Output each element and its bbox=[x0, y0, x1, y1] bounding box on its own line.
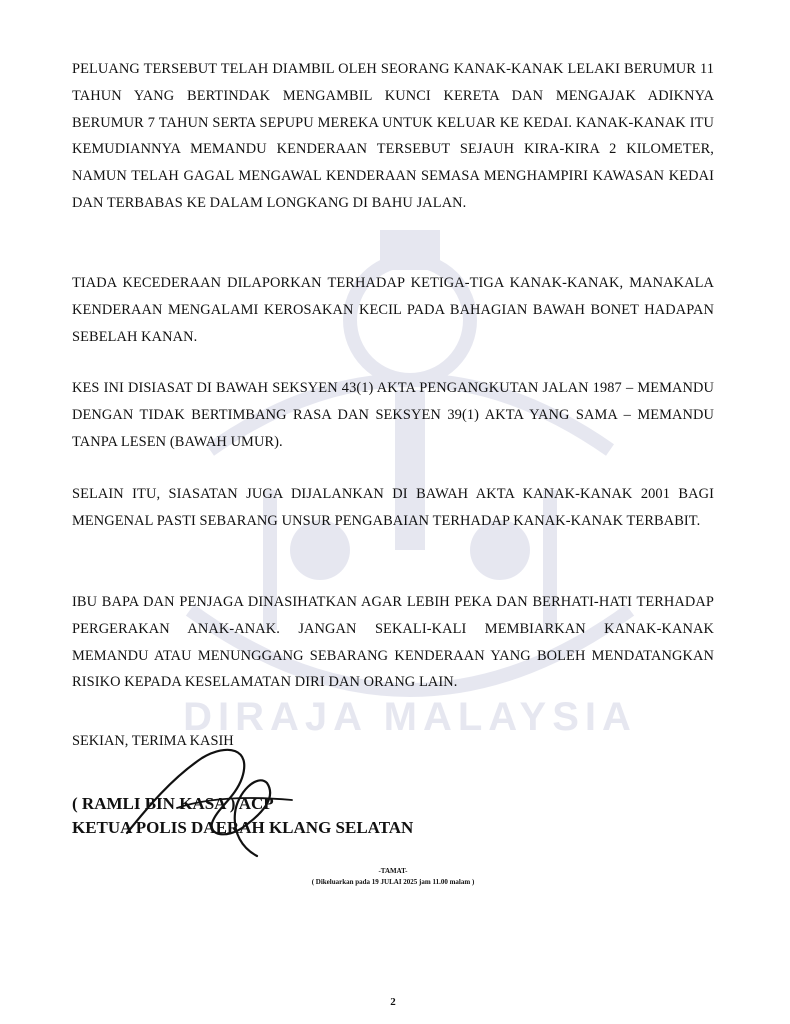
paragraph-advice: IBU BAPA DAN PENJAGA DINASIHATKAN AGAR LEBIH PEKA DAN BERHATI-HATI TERHADAP PERGERAKAN ANAK-ANAK. JANGAN SEKALI-KALI MEMBIARKAN KANAK-KANAK MEMANDU ATAU MENUNGGANG SEBARANG KENDERAAN YANG BOLEH MENDATANGKAN RISIKO KEPADA KESELAMATAN DIRI DAN ORANG LAIN. bbox=[72, 594, 714, 691]
paragraph-charges: KES INI DISIASAT DI BAWAH SEKSYEN 43(1) AKTA PENGANGKUTAN JALAN 1987 – MEMANDU DENGAN TIDAK BERTIMBANG RASA DAN SEKSYEN 39(1) AKTA YANG SAMA – MEMANDU TANPA LESEN (BAWAH UMUR). bbox=[72, 380, 714, 450]
release-timestamp: ( Dikeluarkan pada 19 JULAI 2025 jam 11.00 malam ) bbox=[311, 878, 475, 886]
paragraph-injuries: TIADA KECEDERAAN DILAPORKAN TERHADAP KETIGA-TIGA KANAK-KANAK, MANAKALA KENDERAAN MENGALAMI KEROSAKAN KECIL PADA BAHAGIAN BAWAH BONET HADAPAN SEBELAH KANAN. bbox=[72, 275, 714, 345]
closing-text: SEKIAN, TERIMA KASIH bbox=[72, 733, 234, 749]
end-mark: -TAMAT- bbox=[378, 867, 408, 875]
signatory-title: KETUA POLIS DAERAH KLANG SELATAN bbox=[72, 818, 414, 837]
page-number: 2 bbox=[390, 996, 396, 1008]
watermark-text: DIRAJA MALAYSIA bbox=[183, 695, 637, 739]
paragraph-investigation: SELAIN ITU, SIASATAN JUGA DIJALANKAN DI BAWAH AKTA KANAK-KANAK 2001 BAGI MENGENAL PASTI SEBARANG UNSUR PENGABAIAN TERHADAP KANAK-KANAK TERBABIT. bbox=[72, 486, 714, 529]
signatory-name: ( RAMLI BIN KASA ) ACP bbox=[72, 794, 274, 813]
paragraph-incident: PELUANG TERSEBUT TELAH DIAMBIL OLEH SEORANG KANAK-KANAK LELAKI BERUMUR 11 TAHUN YANG BERTINDAK MENGAMBIL KUNCI KERETA DAN MENGAJAK ADIKNYA BERUMUR 7 TAHUN SERTA SEPUPU MEREKA UNTUK KELUAR KE KEDAI. KANAK-KANAK ITU KEMUDIANNYA MEMANDU KENDERAAN TERSEBUT SEJAUH KIRA-KIRA 2 KILOMETER, NAMUN TELAH GAGAL MENGAWAL KENDERAAN SEMASA MENGHAMPIRI KAWASAN KEDAI DAN TERBABAS KE DALAM LONGKANG DI BAHU JALAN. bbox=[72, 61, 714, 211]
